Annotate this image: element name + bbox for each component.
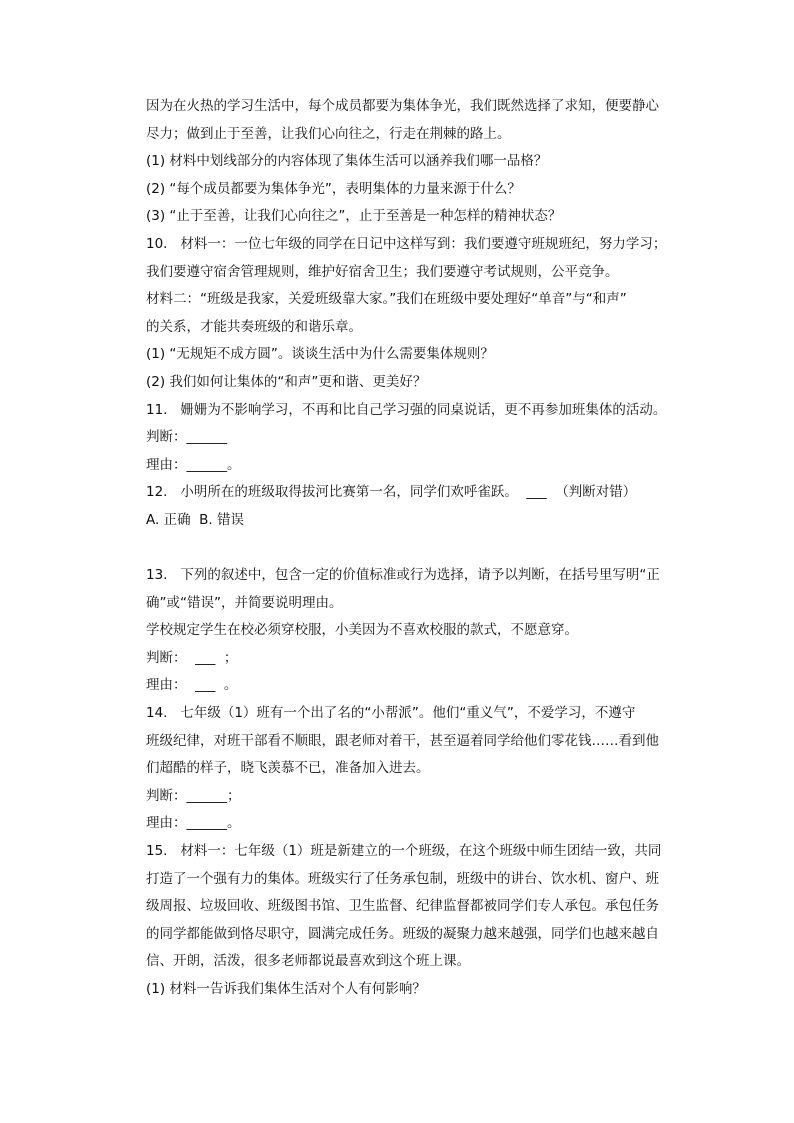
answer-judgement: 判断：______ bbox=[146, 429, 227, 446]
text-line: 我们要遵守宿舍管理规则，维护好宿舍卫生；我们要遵守考试规则，公平竞争。 bbox=[146, 263, 619, 280]
question-9-2: (2) “每个成员都要为集体争光”，表明集体的力量来源于什么？ bbox=[146, 180, 521, 197]
text-line: 尽力；做到止于至善，让我们心向往之，行走在荆棘的路上。 bbox=[146, 125, 511, 142]
text-line: 因为在火热的学习生活中，每个成员都要为集体争光，我们既然选择了求知，便要静心 bbox=[146, 98, 659, 114]
blank-line bbox=[146, 535, 686, 563]
question-14: 14. 七年级（1）班有一个出了名的“小帮派”。他们“重义气”，不爱学习，不遵守 bbox=[146, 705, 636, 722]
text-line: 学校规定学生在校必须穿校服，小美因为不喜欢校服的款式，不愿意穿。 bbox=[146, 622, 578, 639]
text-line: 们超酷的样子，晓飞羡慕不已，准备加入进去。 bbox=[146, 760, 430, 777]
answer-options: A. 正确 B. 错误 bbox=[146, 511, 245, 528]
question-12: 12. 小明所在的班级取得拔河比赛第一名，同学们欢呼雀跃。 ___ （判断对错） bbox=[146, 484, 637, 501]
question-13: 13. 下列的叙述中，包含一定的价值标准或行为选择，请予以判断，在括号里写明“正 bbox=[146, 567, 660, 584]
question-9-3: (3) “止于至善，让我们心向往之”，止于至善是一种怎样的精神状态？ bbox=[146, 208, 562, 225]
text-line: 信、开朗，活泼，很多老师都说最喜欢到这个班上课。 bbox=[146, 953, 470, 970]
question-10-1: (1) “无规矩不成方圆”。谈谈生活中为什么需要集体规则？ bbox=[146, 346, 494, 363]
text-line: 的同学都能做到恪尽职守，圆满完成任务。班级的凝聚力越来越强，同学们也越来越自 bbox=[146, 925, 659, 942]
question-10: 10. 材料一：一位七年级的同学在日记中这样写到：我们要遵守班规班纪，努力学习； bbox=[146, 235, 667, 252]
text-line: 打造了一个强有力的集体。班级实行了任务承包制，班级中的讲台、饮水机、窗户、班 bbox=[146, 870, 659, 887]
text-line: 材料二：“班级是我家，关爱班级靠大家。”我们在班级中要处理好“单音”与“和声” bbox=[146, 291, 627, 308]
text-line: 班级纪律，对班干部看不顺眼，跟老师对着干，甚至逼着同学给他们零花钱……看到他 bbox=[146, 732, 659, 749]
question-11: 11. 姗姗为不影响学习，不再和比自己学习强的同桌说话，更不再参加班集体的活动。 bbox=[146, 401, 667, 418]
question-9-1: (1) 材料中划线部分的内容体现了集体生活可以涵养我们哪一品格？ bbox=[146, 153, 548, 170]
question-10-2: (2) 我们如何让集体的“和声”更和谐、更美好？ bbox=[146, 373, 427, 390]
answer-reason: 理由：______。 bbox=[146, 456, 241, 473]
answer-reason: 理由： ___ 。 bbox=[146, 677, 238, 694]
document-page bbox=[146, 93, 686, 1004]
text-line: 的关系，才能共奏班级的和谐乐章。 bbox=[146, 318, 362, 335]
answer-reason: 理由：______。 bbox=[146, 815, 241, 832]
answer-judgement: 判断： ___ ； bbox=[146, 649, 238, 666]
text-line: 确”或“错误”，并简要说明理由。 bbox=[146, 594, 343, 611]
answer-judgement: 判断：______； bbox=[146, 787, 241, 804]
question-15: 15. 材料一：七年级（1）班是新建立的一个班级，在这个班级中师生团结一致，共同 bbox=[146, 843, 662, 860]
question-15-1: (1) 材料一告诉我们集体生活对个人有何影响？ bbox=[146, 981, 426, 997]
text-line: 级周报、垃圾回收、班级图书馆、卫生监督、纪律监督都被同学们专人承包。承包任务 bbox=[146, 898, 659, 915]
